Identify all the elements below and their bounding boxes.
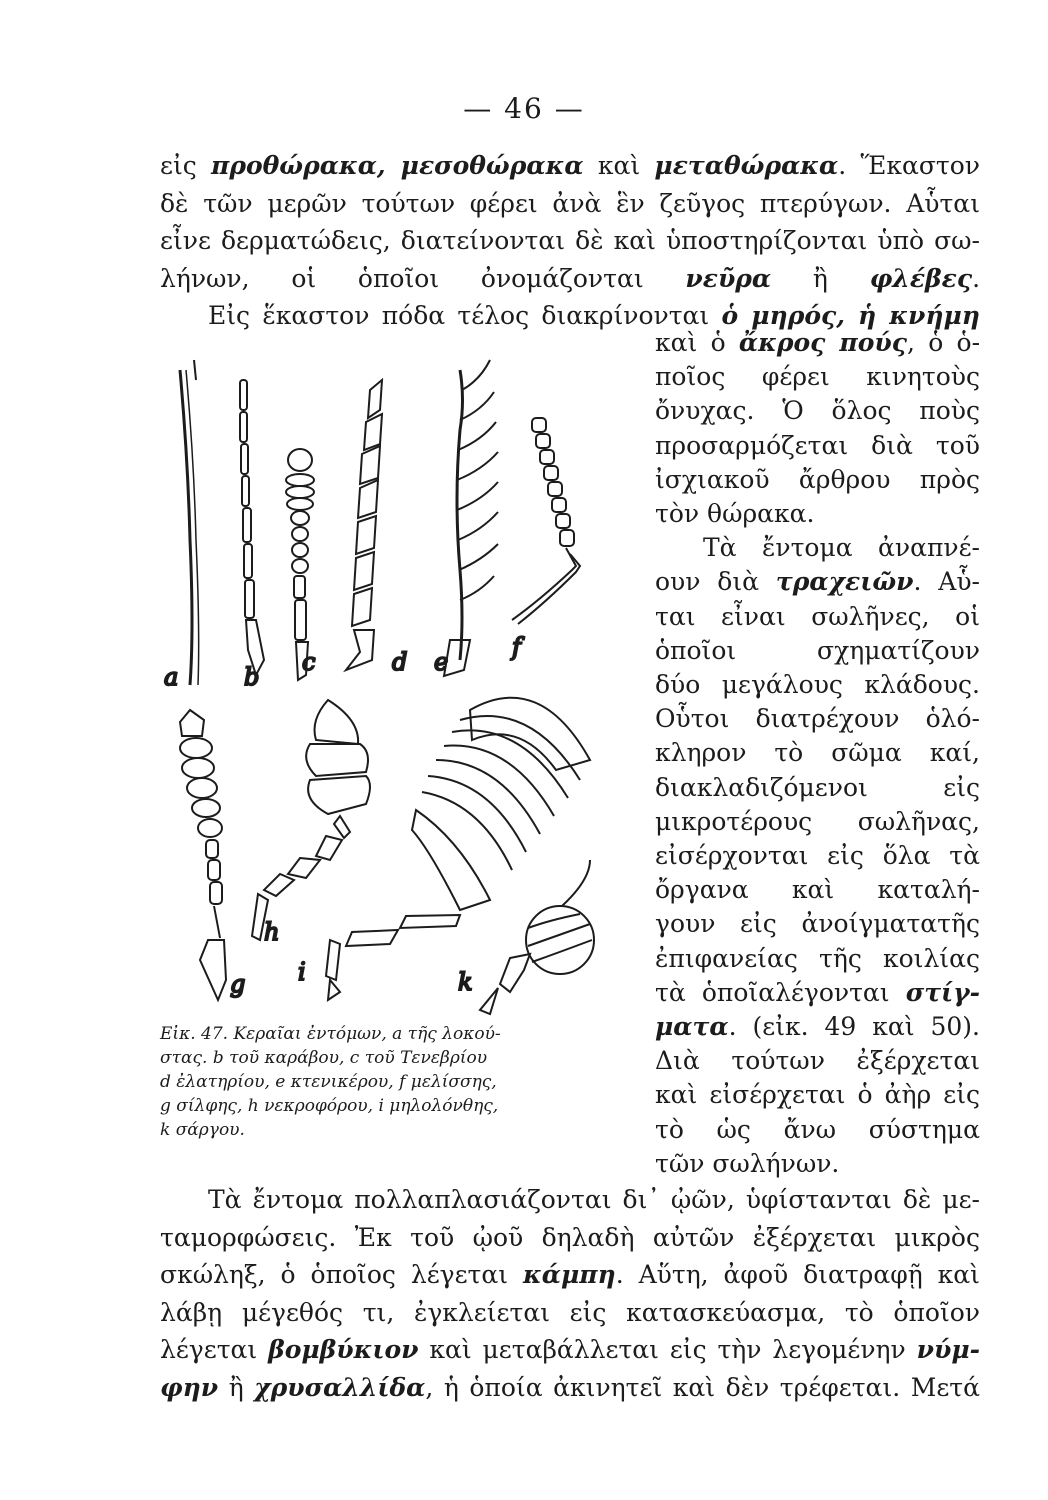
text-line-bottom: λέγεται βομβύκιον καὶ μεταβάλλεται εἰς τὴν λεγομένην νύμ- [160,1335,980,1364]
figure-label-b: b [244,663,260,691]
text-line-right: Τὰ ἔντομα ἀναπνέ- [703,533,980,563]
antenna-c-drawing [286,449,314,680]
figure-label-k: k [458,968,473,996]
text-line-bottom: σκώληξ, ὁ ὁποῖος λέγεται κάμπη. Αὕτη, ἀφοῦ διατραφῇ καὶ [160,1260,980,1289]
text-line-right: ὁποῖοι σχηματίζουν [655,635,980,665]
text-line-bottom: Τὰ ἔντομα πολλαπλασιάζονται δι᾽ ᾠῶν, ὑφίστανται δὲ με- [208,1185,980,1214]
figure-label-c: c [302,648,316,676]
text-line-top: λήνων, οἱ ὁποῖοι ὀνομάζονται νεῦρα ἢ φλέβες. [160,263,981,293]
text-line-top: δὲ τῶν μερῶν τούτων φέρει ἀνὰ ἓν ζεῦγος πτερύγων. Αὗται [160,188,980,218]
text-line-right: δύο μεγάλους κλάδους. [655,670,980,699]
text-line-right: τὸ ὡς ἄνω σύστημα [655,1114,980,1144]
figure-caption [160,1022,605,1142]
figure-label-d: d [392,648,408,676]
figure-insect-antennae [160,340,640,1020]
text-line-right: ἰσχιακοῦ ἄρθρου πρὸς [655,464,980,494]
text-line-bottom: φην ἢ χρυσαλλίδα, ἡ ὁποία ἀκινητεῖ καὶ δὲν τρέφεται. Μετά [160,1372,980,1402]
text-line-right: προσαρμόζεται διὰ τοῦ [655,430,980,460]
figure-label-h: h [264,918,280,946]
text-line-bottom: ταμορφώσεις. Ἐκ τοῦ ᾠοῦ δηλαδὴ αὐτῶν ἐξέρχεται μικρὸς [160,1222,980,1252]
caption-line: Εἰκ. 47. Κεραῖαι ἐντόμων, a τῆς λοκού- [160,1024,501,1044]
text-line-right: κληρον τὸ σῶμα καί, [655,738,980,768]
text-line-right: ὄνυχας. Ὁ ὅλος ποὺς [655,396,980,426]
caption-line: k σάργου. [160,1120,245,1140]
text-line-right: ἐπιφανείας τῆς κοιλίας [655,943,980,973]
text-line-right: Διὰ τούτων ἐξέρχεται [655,1046,980,1076]
antenna-d-drawing [346,380,382,670]
text-line-right: Οὗτοι διατρέχουν ὁλό- [655,704,980,734]
figure-label-f: f [512,633,521,661]
caption-line: d ἐλατηρίου, e κτενικέρου, f μελίσσης, [160,1072,497,1092]
figure-label-e: e [434,648,449,676]
page-number: — 46 — [463,92,585,125]
text-line-right: μικροτέρους σωλῆνας, [655,806,980,836]
text-line-right: τὸν θώρακα. [655,499,815,528]
text-line-right: γουν εἰς ἀνοίγματατῆς [655,909,980,939]
text-line-top: Εἰς ἕκαστον πόδα τέλος διακρίνονται ὁ μηρός, ἡ κνήμη [208,301,980,330]
antenna-a-drawing [180,360,199,685]
text-line-top: εἶνε δερματώδεις, διατείνονται δὲ καὶ ὑποστηρίζονται ὑπὸ σω- [160,226,980,255]
figure-label-i: i [298,958,306,986]
text-line-bottom: λάβῃ μέγεθός τι, ἐγκλείεται εἰς κατασκεύασμα, τὸ ὁποῖον [160,1297,980,1327]
text-line-right: ουν διὰ τραχειῶν. Αὗ- [655,567,981,597]
figure-label-g: g [230,970,246,998]
antenna-h-drawing [252,700,370,940]
text-line-right: ποῖος φέρει κινητοὺς [655,362,980,392]
text-line-right: ματα. (εἰκ. 49 καὶ 50). [655,1012,980,1041]
figure-label-a: a [164,663,179,691]
text-line-right: ὄργανα καὶ καταλή- [655,875,980,905]
text-line-right: τῶν σωλήνων. [655,1148,840,1178]
caption-line: g σίλφης, h νεκροφόρου, i μηλολόνθης, [160,1096,499,1116]
antenna-k-drawing [480,860,594,1014]
caption-line: στας. b τοῦ καράβου, c τοῦ Τενεβρίου [160,1048,488,1068]
text-line-right: εἰσέρχονται εἰς ὅλα τὰ [655,841,980,870]
text-line-right: καὶ ὁ ἄκρος πούς, ὁ ὁ- [655,328,981,357]
text-line-right: τὰ ὁποῖαλέγονται στίγ- [655,977,980,1007]
text-line-right: διακλαδιζόμενοι εἰς [655,772,980,802]
antenna-f-drawing [512,418,580,624]
text-line-top: εἰς προθώρακα, μεσοθώρακα καὶ μεταθώρακα. Ἕκαστον [160,151,981,180]
antenna-g-drawing [180,710,226,1000]
text-line-right: καὶ εἰσέρχεται ὁ ἀὴρ εἰς [655,1080,980,1110]
text-line-right: ται εἶναι σωλῆνες, οἱ [655,601,980,631]
antenna-b-drawing [240,380,264,675]
antenna-e-drawing [444,360,498,676]
